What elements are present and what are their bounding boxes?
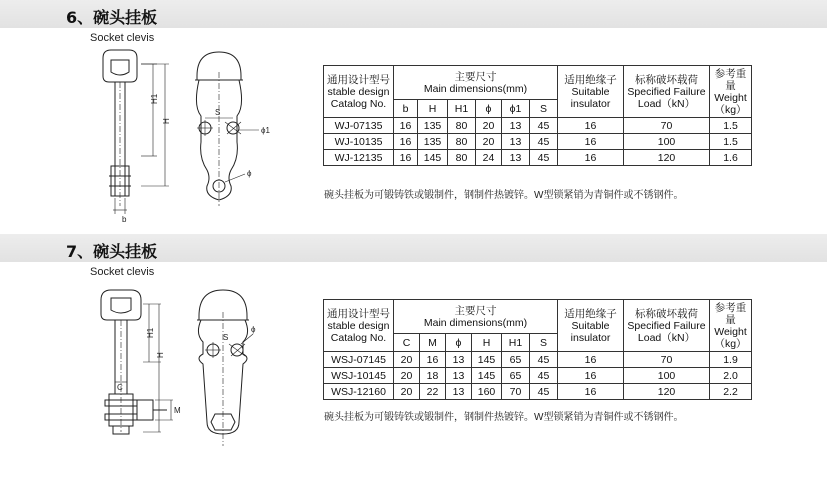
label-h1: H1	[150, 93, 159, 104]
section-title: 7、碗头挂板	[66, 242, 158, 261]
material-note: 碗头挂板为可锻铸铁或锻制件，钢制件热镀锌。W型锁紧销为青铜件或不锈钢件。	[324, 190, 684, 201]
dim-cell: 13	[446, 384, 472, 400]
label-h1: H1	[146, 327, 155, 338]
header-catalog: 通用设计型号 stable design Catalog No.	[324, 300, 394, 352]
column-header: S	[530, 334, 558, 352]
dim-cell: 45	[530, 384, 558, 400]
column-header: ϕ	[476, 100, 502, 118]
header-main-dimensions: 主要尺寸 Main dimensions(mm)	[394, 300, 558, 334]
load-cell: 100	[624, 368, 710, 384]
insulator-cell: 16	[558, 150, 624, 166]
weight-cell: 1.5	[710, 134, 752, 150]
column-header: H	[472, 334, 502, 352]
dim-cell: 20	[394, 352, 420, 368]
table-row	[324, 150, 752, 166]
dim-cell: 145	[472, 352, 502, 368]
label-b: b	[122, 215, 127, 224]
section-title: 6、碗头挂板	[66, 8, 158, 27]
dim-cell: 16	[420, 352, 446, 368]
label-m: M	[174, 406, 181, 415]
dim-cell: 13	[502, 118, 530, 134]
socket-clevis-technical-drawing	[95, 46, 285, 226]
insulator-cell: 16	[558, 384, 624, 400]
dim-cell: 65	[502, 352, 530, 368]
dim-cell: 20	[476, 118, 502, 134]
label-phi: ϕ	[251, 325, 256, 334]
spec-table	[323, 299, 752, 400]
header-catalog: 通用设计型号 stable design Catalog No.	[324, 66, 394, 118]
column-header: M	[420, 334, 446, 352]
dim-cell: 135	[418, 134, 448, 150]
section-socket-clevis-wj	[0, 0, 827, 230]
label-c: C	[117, 383, 123, 392]
weight-cell: 1.5	[710, 118, 752, 134]
column-header: H	[418, 100, 448, 118]
header-weight: 参考重量 Weight （kg）	[710, 66, 752, 118]
dim-cell: 145	[472, 368, 502, 384]
load-cell: 120	[624, 384, 710, 400]
insulator-cell: 16	[558, 118, 624, 134]
dim-cell: 16	[394, 118, 418, 134]
weight-cell: 2.2	[710, 384, 752, 400]
dim-cell: 135	[418, 118, 448, 134]
dim-cell: 145	[418, 150, 448, 166]
column-header: C	[394, 334, 420, 352]
dim-cell: 80	[448, 150, 476, 166]
column-header: H1	[448, 100, 476, 118]
dim-cell: 18	[420, 368, 446, 384]
dim-cell: 16	[394, 134, 418, 150]
insulator-cell: 16	[558, 352, 624, 368]
header-failure-load: 标称破坏载荷 Specified Failure Load（kN）	[624, 300, 710, 352]
dim-cell: 20	[394, 384, 420, 400]
table-row	[324, 384, 752, 400]
label-h: H	[162, 118, 171, 124]
table-row	[324, 368, 752, 384]
dim-cell: 16	[394, 150, 418, 166]
catalog-cell: WSJ-07145	[324, 352, 394, 368]
catalog-cell: WJ-10135	[324, 134, 394, 150]
column-header: b	[394, 100, 418, 118]
section-subtitle: Socket clevis	[90, 266, 155, 278]
column-header: S	[530, 100, 558, 118]
header-main-dimensions: 主要尺寸 Main dimensions(mm)	[394, 66, 558, 100]
dim-cell: 45	[530, 150, 558, 166]
dim-cell: 13	[502, 134, 530, 150]
table-row	[324, 352, 752, 368]
spec-table	[323, 65, 752, 166]
dim-cell: 22	[420, 384, 446, 400]
label-s: S	[215, 108, 221, 117]
catalog-cell: WJ-07135	[324, 118, 394, 134]
dim-cell: 24	[476, 150, 502, 166]
label-phi: ϕ	[247, 169, 252, 178]
dim-cell: 70	[502, 384, 530, 400]
catalog-cell: WSJ-10145	[324, 368, 394, 384]
label-h: H	[156, 352, 165, 358]
section-subtitle: Socket clevis	[90, 32, 155, 44]
catalog-cell: WJ-12135	[324, 150, 394, 166]
header-suitable-insulator: 适用绝缘子 Suitable insulator	[558, 300, 624, 352]
load-cell: 120	[624, 150, 710, 166]
table-row	[324, 134, 752, 150]
dim-cell: 13	[446, 368, 472, 384]
dim-cell: 45	[530, 118, 558, 134]
dim-cell: 45	[530, 134, 558, 150]
dim-cell: 45	[530, 352, 558, 368]
load-cell: 100	[624, 134, 710, 150]
weight-cell: 2.0	[710, 368, 752, 384]
section-socket-clevis-wsj	[0, 234, 827, 464]
dim-cell: 65	[502, 368, 530, 384]
insulator-cell: 16	[558, 134, 624, 150]
dim-cell: 80	[448, 118, 476, 134]
catalog-cell: WSJ-12160	[324, 384, 394, 400]
column-header: ϕ1	[502, 100, 530, 118]
dim-cell: 20	[476, 134, 502, 150]
dim-cell: 13	[502, 150, 530, 166]
material-note: 碗头挂板为可锻铸铁或锻制件，钢制件热镀锌。W型锁紧销为青铜件或不锈钢件。	[324, 412, 684, 423]
header-suitable-insulator: 适用绝缘子 Suitable insulator	[558, 66, 624, 118]
dim-cell: 20	[394, 368, 420, 384]
dim-cell: 13	[446, 352, 472, 368]
column-header: ϕ	[446, 334, 472, 352]
weight-cell: 1.6	[710, 150, 752, 166]
table-row	[324, 118, 752, 134]
socket-clevis-technical-drawing	[95, 282, 285, 454]
header-failure-load: 标称破坏载荷 Specified Failure Load（kN）	[624, 66, 710, 118]
header-weight: 参考重量 Weight （kg）	[710, 300, 752, 352]
dim-cell: 160	[472, 384, 502, 400]
load-cell: 70	[624, 118, 710, 134]
dim-cell: 45	[530, 368, 558, 384]
dim-cell: 80	[448, 134, 476, 150]
label-phi1: ϕ1	[261, 126, 270, 135]
weight-cell: 1.9	[710, 352, 752, 368]
insulator-cell: 16	[558, 368, 624, 384]
column-header: H1	[502, 334, 530, 352]
label-s: S	[223, 333, 229, 342]
load-cell: 70	[624, 352, 710, 368]
